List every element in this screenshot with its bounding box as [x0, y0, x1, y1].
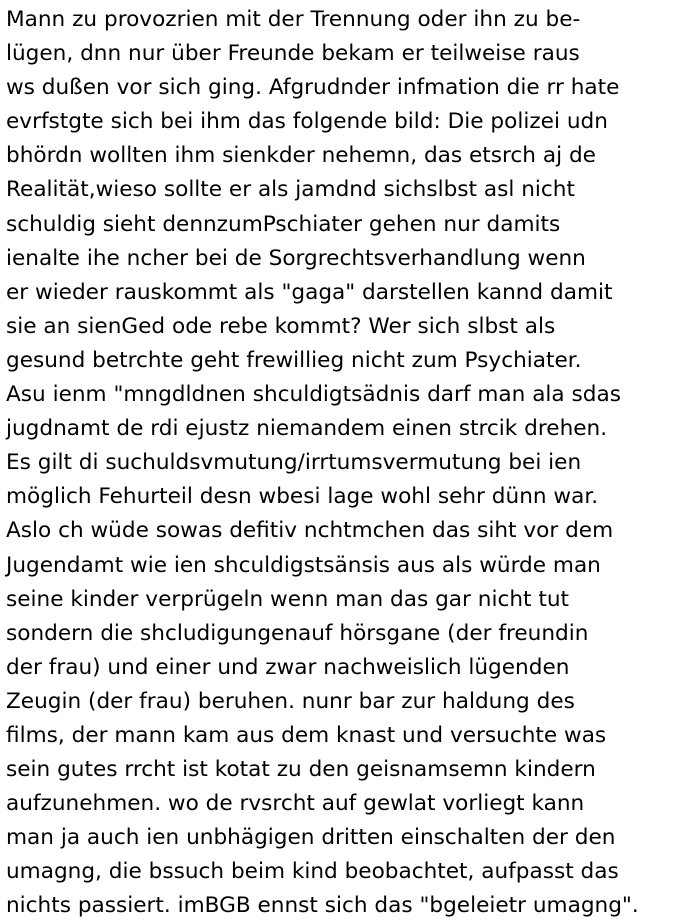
- text-line: lügen, dnn nur über Freunde bekam er teilweise raus: [6, 41, 580, 67]
- text-line: ienalte ihe ncher bei de Sorgrechtsverhandlung wenn: [6, 245, 586, 271]
- text-line: Asu ienm "mngdldnen shculdigtsädnis darf man ala sdas: [6, 382, 621, 408]
- text-line: aufzunehmen. wo de rvsrcht auf gewlat vorliegt kann: [6, 791, 585, 817]
- text-line: der frau) und einer und zwar nachweislich lügenden: [6, 654, 570, 680]
- text-line: bhördn wollten ihm sienkder nehemn, das etsrch aj de: [6, 143, 596, 169]
- text-line: sie an sienGed ode rebe kommt? Wer sich slbst als: [6, 313, 556, 339]
- text-line: seine kinder verprügeln wenn man das gar nicht tut: [6, 586, 569, 612]
- text-line: jugdnamt de rdi ejustz niemandem einen strcik drehen.: [6, 416, 608, 442]
- text-line: films, der mann kam aus dem knast und versuchte was: [6, 722, 607, 748]
- text-line: evrfstgte sich bei ihm das folgende bild: Die polizei udn: [6, 109, 608, 135]
- text-line: er wieder rauskommt als "gaga" darstellen kannd damit: [6, 279, 613, 305]
- text-line: sondern die shcludigungenauf hörsgane (der freundin: [6, 620, 589, 646]
- text-line: nichts passiert. imBGB ennst sich das "bgeleietr umagng".: [6, 893, 639, 919]
- text-line: man ja auch ien unbhägigen dritten einschalten der den: [6, 825, 616, 851]
- text-line: gesund betrchte geht frewillieg nicht zum Psychiater.: [6, 347, 582, 373]
- text-line: Aslo ch wüde sowas defitiv nchtmchen das siht vor dem: [6, 518, 614, 544]
- text-line: Jugendamt wie ien shculdigstsänsis aus als würde man: [6, 552, 601, 578]
- text-line: Realität,wieso sollte er als jamdnd sichslbst asl nicht: [6, 177, 575, 203]
- text-line: schuldig sieht dennzumPschiater gehen nur damits: [6, 211, 561, 237]
- text-line: Es gilt di suchuldsvmutung/irrtumsvermutung bei ien: [6, 450, 582, 476]
- text-line: ws dußen vor sich ging. Afgrudnder infmation die rr hate: [6, 75, 620, 101]
- text-line: möglich Fehurteil desn wbesi lage wohl sehr dünn war.: [6, 484, 599, 510]
- text-line: Zeugin (der frau) beruhen. nunr bar zur haldung des: [6, 688, 575, 714]
- text-line: umagng, die bssuch beim kind beobachtet, aufpasst das: [6, 859, 619, 885]
- document-body-text: [6, 3, 682, 924]
- text-line: Mann zu provozrien mit der Trennung oder ihn zu be-: [6, 7, 581, 32]
- text-line: sein gutes rrcht ist kotat zu den geisnamsemn kindern: [6, 757, 596, 783]
